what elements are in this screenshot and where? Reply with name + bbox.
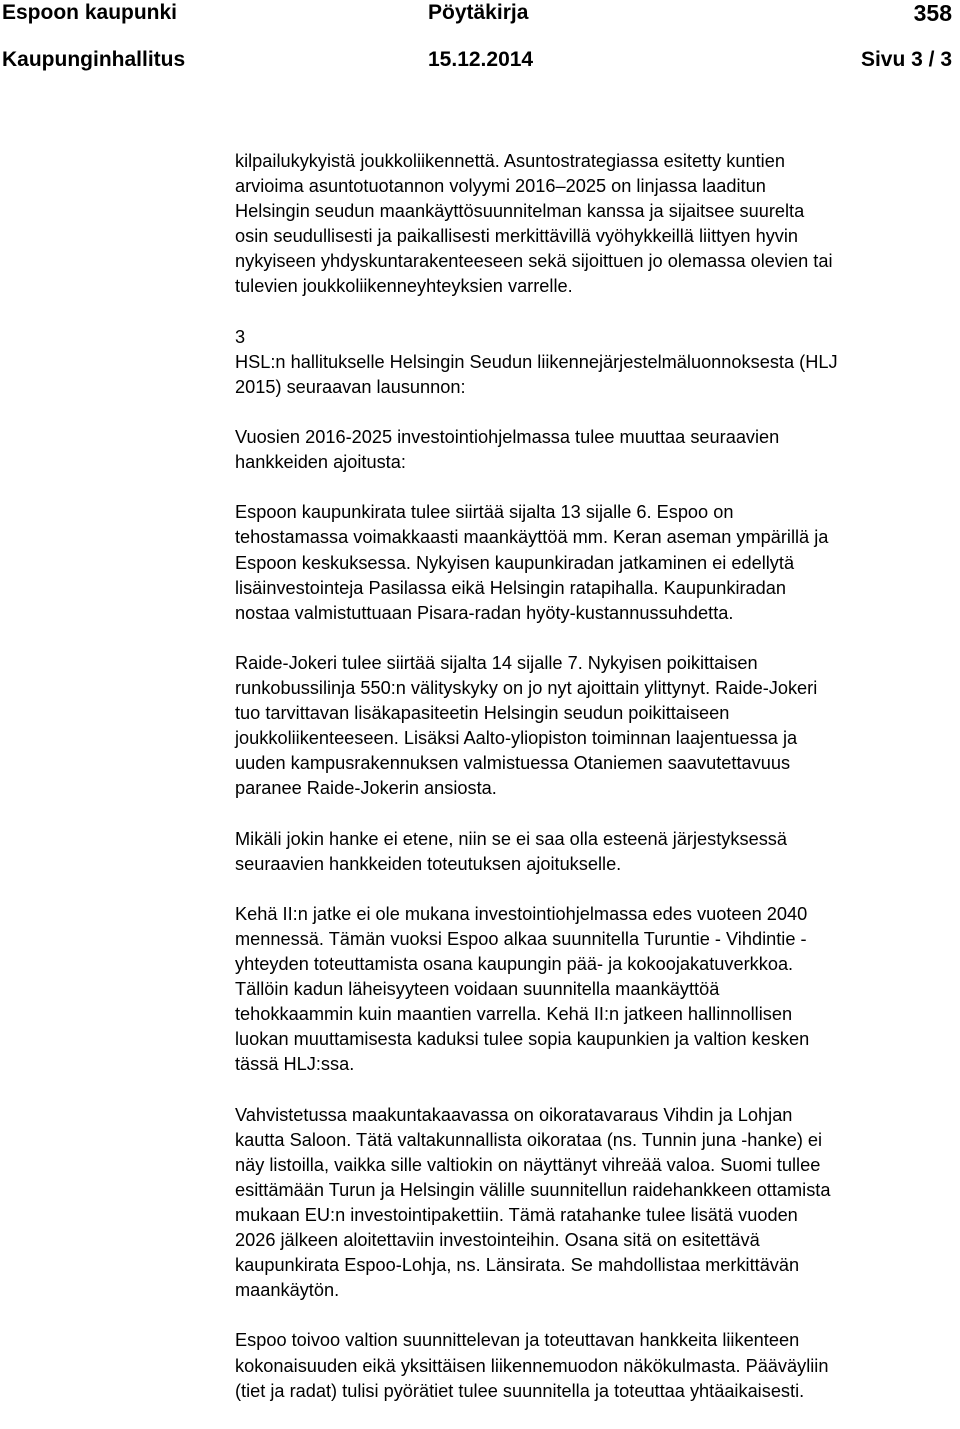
paragraph-investment-program: Vuosien 2016-2025 investointiohjelmassa tulee muuttaa seuraavien hankkeiden ajoitusta: [235,427,780,473]
paragraph-direct-rail: Vahvistetussa maakuntakaavassa on oikoratavaraus Vihdin ja Lohjan kautta Saloon. Tätä valtakunnallista oikorataa (ns. Tunnin juna -hanke) ei näy listoilla, vaikka sille valtiokin on näyttänyt vihreää valoa. Suomi tullee esittämään Turun ja Helsingin välille suunnitellun raidehankkeen ottamista mukaan EU:n investointipakettiin. Tämä ratahanke tulee lisätä vuoden 2026 jälkeen aloitettaviin investointeihin. Osana sitä on esitettävä kaupunkirata Espoo-Lohja, ns. Länsirata. Se mahdollistaa merkittävän maankäytön. [235,1104,831,1301]
paragraph-raide-jokeri: Raide-Jokeri tulee siirtää sijalta 14 sijalle 7. Nykyisen poikittaisen runkobussilinja 550:n välityskyky on jo nyt ajoittain ylittynyt. Raide-Jokeri tuo tarvittavan lisäkapasiteetin Helsingin seudun poikittaiseen joukkoliikenteeseen. Lisäksi Aalto-yliopiston toiminnan laajentuessa ja uuden kampusrakennuksen valmistuessa Otaniemen saavutettavuus paranee Raide-Jokerin ansiosta. [235,652,818,799]
governing-body: Kaupunginhallitus [2,48,186,71]
paragraph-housing-strategy: kilpailukykyistä joukkoliikennettä. Asuntostrategiassa esitetty kuntien arvioima asuntotuotannon volyymi 2016–2025 on linjassa laaditun Helsingin seudun maankäyttösuunnitelman kanssa ja sijaitsee suurelta osin seudullisesti ja paikallisesti merkittävillä vyöhykkeillä liittyen hyvin nykyiseen yhdyskuntarakenteeseen sekä sijoittuen jo olemassa olevien tai tulevien joukkoliikenneyhteyksien varrelle. [235,151,833,297]
paragraph-hsl-statement: HSL:n hallitukselle Helsingin Seudun liikennejärjestelmäluonnoksesta (HLJ 2015) seuraavan lausunnon: [235,351,838,397]
meeting-date: 15.12.2014 [428,48,534,71]
paragraph-project-order: Mikäli jokin hanke ei etene, niin se ei saa olla esteenä järjestyksessä seuraavien hankkeiden toteutuksen ajoitukselle. [235,828,787,874]
paragraph-ring-road: Kehä II:n jatke ei ole mukana investointiohjelmassa edes vuoteen 2040 mennessä. Tämän vuoksi Espoo alkaa suunnitella Turuntie - Vihdintie - yhteyden toteuttamista osana kaupungin pää- ja kokoojakatuverkkoa. Tällöin kadun läheisyyteen voidaan suunnitella maankäyttöä tehokkaammin kuin maantien varrella. Kehä II:n jatkeen hallinnollisen luokan muuttamisesta kaduksi tulee sopia kaupunkien ja valtion kesken tässä HLJ:ssa. [235,903,810,1075]
paragraph-closing: Espoo toivoo valtion suunnittelevan ja toteuttavan hankkeita liikenteen kokonaisuuden eikä yksittäisen liikennemuodon näkökulmasta. Pääväyliin (tiet ja radat) tulisi pyörätiet tulee suunnitella ja toteuttaa yhtäaikaisesti. [235,1330,829,1401]
page-number: Sivu 3 / 3 [860,48,952,71]
document-type: Pöytäkirja [428,1,529,24]
document-number: 358 [913,0,952,26]
page-header [0,0,960,80]
document-body [235,149,960,1429]
organization-name: Espoon kaupunki [2,1,178,24]
paragraph-city-rail: Espoon kaupunkirata tulee siirtää sijalta 13 sijalle 6. Espoo on tehostamassa voimakkaasti maankäyttöä mm. Keran aseman ympärillä ja Espoon keskuksessa. Nykyisen kaupunkiradan jatkaminen ei edellytä lisäinvestointeja Pasilassa eikä Helsingin ratapihalla. Kaupunkiradan nostaa valmistuttuaan Pisara-radan hyöty-kustannussuhdetta. [235,502,829,623]
item-number: 3 [235,326,246,347]
